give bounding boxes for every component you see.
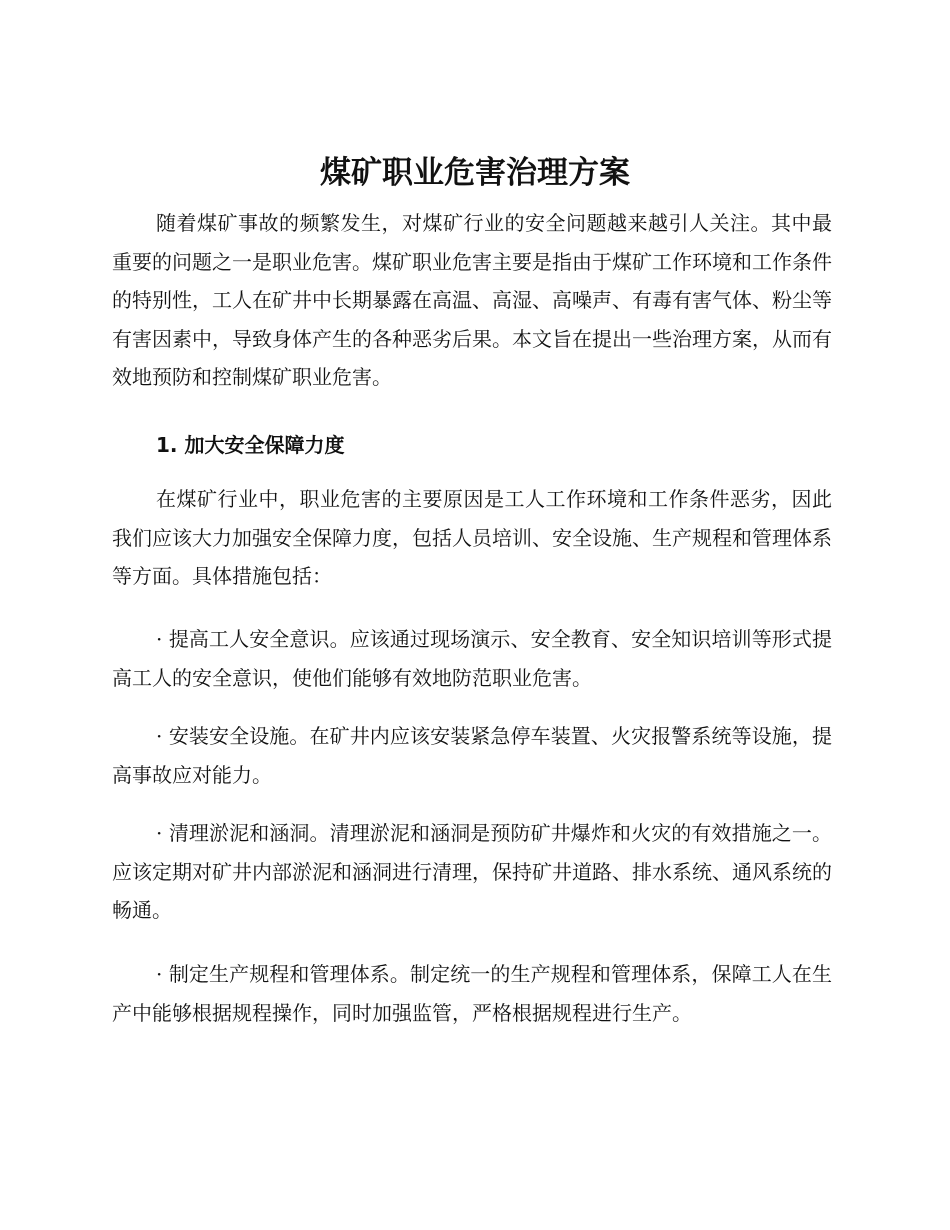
bullet-item-2: · 安装安全设施。在矿井内应该安装紧急停车装置、火灾报警系统等设施，提高事故应对能力。: [112, 724, 832, 787]
document-title: 煤矿职业危害治理方案: [320, 155, 630, 191]
bullet-item-1: · 提高工人安全意识。应该通过现场演示、安全教育、安全知识培训等形式提高工人的安全意识，使他们能够有效地防范职业危害。: [112, 627, 832, 690]
section-1-paragraph: 在煤矿行业中，职业危害的主要原因是工人工作环境和工作条件恶劣，因此我们应该大力加强安全保障力度，包括人员培训、安全设施、生产规程和管理体系等方面。具体措施包括：: [112, 487, 832, 588]
intro-paragraph: 随着煤矿事故的频繁发生，对煤矿行业的安全问题越来越引人关注。其中最重要的问题之一是职业危害。煤矿职业危害主要是指由于煤矿工作环境和工作条件的特别性，工人在矿井中长期暴露在高温、高湿、高噪声、有毒有害气体、粉尘等有害因素中，导致身体产生的各种恶劣后果。本文旨在提出一些治理方案，从而有效地预防和控制煤矿职业危害。: [112, 211, 832, 389]
section-heading-1: 1. 加大安全保障力度: [156, 433, 345, 457]
bullet-item-3: · 清理淤泥和涵洞。清理淤泥和涵洞是预防矿井爆炸和火灾的有效措施之一。应该定期对矿井内部淤泥和涵洞进行清理，保持矿井道路、排水系统、通风系统的畅通。: [112, 821, 832, 922]
bullet-item-4: · 制定生产规程和管理体系。制定统一的生产规程和管理体系，保障工人在生产中能够根据规程操作，同时加强监管，严格根据规程进行生产。: [112, 962, 832, 1025]
